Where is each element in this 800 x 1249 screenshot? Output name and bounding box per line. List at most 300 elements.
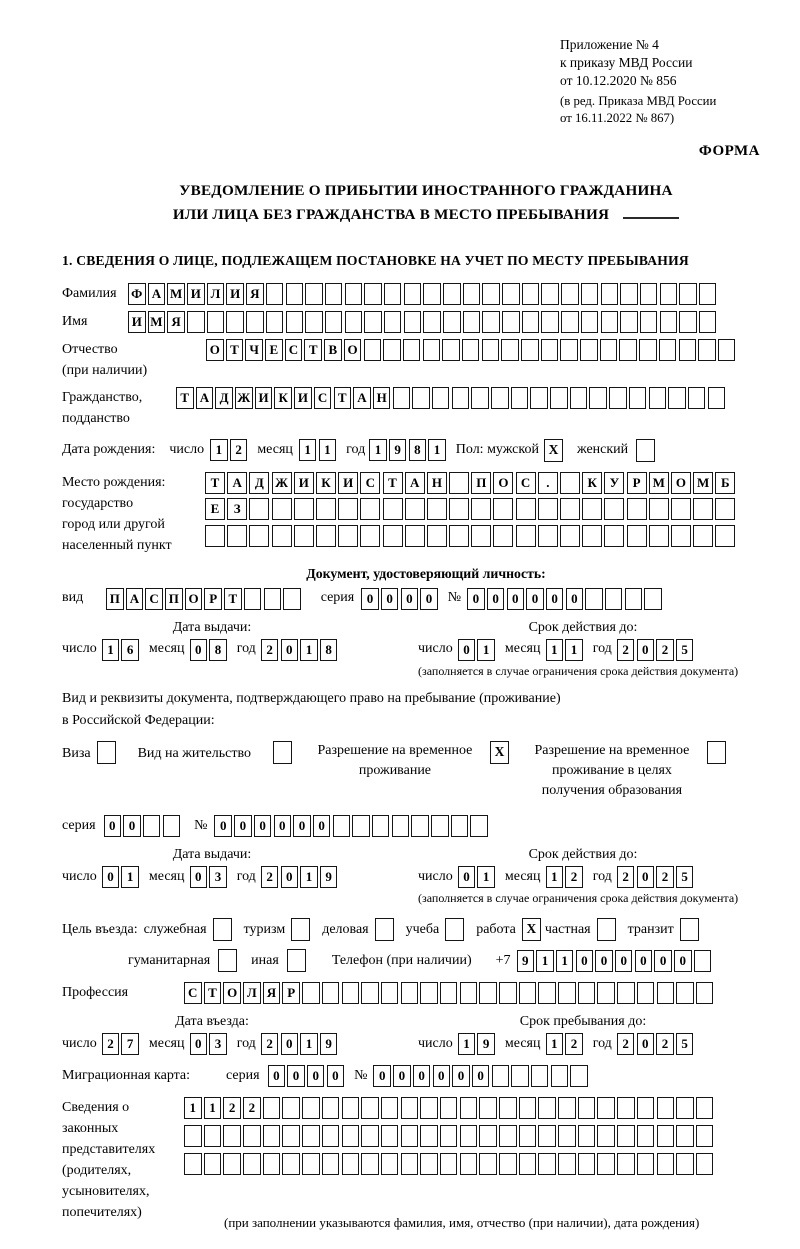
char-cell[interactable] xyxy=(604,498,624,520)
char-cell[interactable]: Т xyxy=(224,588,242,610)
char-cell[interactable]: 5 xyxy=(676,1033,694,1055)
sex-female-checkbox[interactable] xyxy=(636,439,655,462)
char-cell[interactable] xyxy=(538,982,556,1004)
char-cell[interactable] xyxy=(676,1125,694,1147)
char-cell[interactable] xyxy=(342,1097,360,1119)
char-cell[interactable]: О xyxy=(206,339,224,361)
char-cell[interactable] xyxy=(272,498,292,520)
char-cell[interactable]: М xyxy=(148,311,166,333)
char-cell[interactable]: 0 xyxy=(190,639,208,661)
purpose-private-checkbox[interactable] xyxy=(597,918,616,941)
char-cell[interactable] xyxy=(420,1097,438,1119)
char-cell[interactable] xyxy=(558,982,576,1004)
char-cell[interactable]: 0 xyxy=(472,1065,490,1087)
char-cell[interactable] xyxy=(460,982,478,1004)
char-cell[interactable] xyxy=(676,982,694,1004)
char-cell[interactable] xyxy=(360,498,380,520)
temp-residence-edu-checkbox[interactable] xyxy=(707,741,726,764)
char-cell[interactable]: 1 xyxy=(319,439,337,461)
char-cell[interactable] xyxy=(184,1153,202,1175)
char-cell[interactable]: 2 xyxy=(656,639,674,661)
char-cell[interactable] xyxy=(519,1153,537,1175)
char-cell[interactable]: П xyxy=(106,588,124,610)
char-cell[interactable] xyxy=(372,815,390,837)
char-cell[interactable] xyxy=(570,1065,588,1087)
char-cell[interactable] xyxy=(600,339,618,361)
residence-permit-checkbox[interactable] xyxy=(273,741,292,764)
char-cell[interactable] xyxy=(479,1125,497,1147)
char-cell[interactable]: Я xyxy=(167,311,185,333)
char-cell[interactable] xyxy=(482,311,500,333)
char-cell[interactable] xyxy=(558,1097,576,1119)
char-cell[interactable] xyxy=(401,982,419,1004)
char-cell[interactable]: Ж xyxy=(235,387,253,409)
char-cell[interactable] xyxy=(272,525,292,547)
char-cell[interactable] xyxy=(449,525,469,547)
char-cell[interactable]: С xyxy=(184,982,202,1004)
char-cell[interactable] xyxy=(637,982,655,1004)
char-cell[interactable]: 3 xyxy=(209,1033,227,1055)
char-cell[interactable] xyxy=(322,1153,340,1175)
char-cell[interactable] xyxy=(627,525,647,547)
char-cell[interactable] xyxy=(620,283,638,305)
char-cell[interactable]: 0 xyxy=(433,1065,451,1087)
char-cell[interactable]: Р xyxy=(282,982,300,1004)
char-cell[interactable] xyxy=(560,339,578,361)
char-cell[interactable] xyxy=(384,283,402,305)
char-cell[interactable]: 1 xyxy=(546,1033,564,1055)
char-cell[interactable]: 1 xyxy=(210,439,228,461)
char-cell[interactable] xyxy=(364,339,382,361)
char-cell[interactable] xyxy=(263,1097,281,1119)
purpose-other-checkbox[interactable] xyxy=(287,949,306,972)
char-cell[interactable] xyxy=(597,1125,615,1147)
char-cell[interactable] xyxy=(550,387,568,409)
char-cell[interactable]: 0 xyxy=(467,588,485,610)
char-cell[interactable]: 0 xyxy=(104,815,122,837)
char-cell[interactable]: В xyxy=(324,339,342,361)
char-cell[interactable] xyxy=(581,311,599,333)
char-cell[interactable] xyxy=(286,283,304,305)
char-cell[interactable]: 0 xyxy=(526,588,544,610)
char-cell[interactable]: 0 xyxy=(458,639,476,661)
char-cell[interactable] xyxy=(143,815,161,837)
char-cell[interactable] xyxy=(227,525,247,547)
char-cell[interactable]: Ф xyxy=(128,283,146,305)
char-cell[interactable] xyxy=(244,588,262,610)
char-cell[interactable] xyxy=(249,525,269,547)
char-cell[interactable] xyxy=(597,1097,615,1119)
char-cell[interactable] xyxy=(676,1097,694,1119)
char-cell[interactable]: А xyxy=(227,472,247,494)
char-cell[interactable]: А xyxy=(405,472,425,494)
char-cell[interactable] xyxy=(411,815,429,837)
char-cell[interactable] xyxy=(479,982,497,1004)
char-cell[interactable]: 2 xyxy=(617,1033,635,1055)
char-cell[interactable] xyxy=(659,339,677,361)
char-cell[interactable] xyxy=(708,387,726,409)
char-cell[interactable] xyxy=(541,283,559,305)
char-cell[interactable] xyxy=(384,311,402,333)
char-cell[interactable] xyxy=(499,982,517,1004)
char-cell[interactable] xyxy=(561,311,579,333)
char-cell[interactable]: 2 xyxy=(243,1097,261,1119)
char-cell[interactable]: 0 xyxy=(637,1033,655,1055)
char-cell[interactable] xyxy=(223,1125,241,1147)
char-cell[interactable] xyxy=(207,311,225,333)
char-cell[interactable]: 2 xyxy=(565,866,583,888)
char-cell[interactable] xyxy=(246,311,264,333)
char-cell[interactable] xyxy=(493,498,513,520)
char-cell[interactable] xyxy=(499,1153,517,1175)
char-cell[interactable] xyxy=(519,1125,537,1147)
char-cell[interactable]: 6 xyxy=(121,639,139,661)
char-cell[interactable]: Д xyxy=(215,387,233,409)
char-cell[interactable]: 2 xyxy=(617,866,635,888)
char-cell[interactable]: Т xyxy=(205,472,225,494)
char-cell[interactable] xyxy=(449,472,469,494)
char-cell[interactable]: 1 xyxy=(121,866,139,888)
char-cell[interactable] xyxy=(696,1153,714,1175)
char-cell[interactable]: 2 xyxy=(261,1033,279,1055)
char-cell[interactable] xyxy=(223,1153,241,1175)
char-cell[interactable] xyxy=(629,387,647,409)
char-cell[interactable]: Т xyxy=(383,472,403,494)
char-cell[interactable]: 0 xyxy=(274,815,292,837)
char-cell[interactable] xyxy=(282,1153,300,1175)
char-cell[interactable] xyxy=(578,982,596,1004)
char-cell[interactable] xyxy=(479,1153,497,1175)
char-cell[interactable] xyxy=(440,982,458,1004)
char-cell[interactable] xyxy=(420,982,438,1004)
purpose-work-checkbox[interactable]: X xyxy=(522,918,541,941)
char-cell[interactable] xyxy=(597,1153,615,1175)
char-cell[interactable]: О xyxy=(493,472,513,494)
char-cell[interactable] xyxy=(342,982,360,1004)
char-cell[interactable] xyxy=(538,525,558,547)
char-cell[interactable] xyxy=(637,1097,655,1119)
char-cell[interactable] xyxy=(580,339,598,361)
char-cell[interactable] xyxy=(693,498,713,520)
char-cell[interactable] xyxy=(316,498,336,520)
char-cell[interactable] xyxy=(345,283,363,305)
char-cell[interactable]: 2 xyxy=(261,866,279,888)
char-cell[interactable]: Н xyxy=(427,472,447,494)
purpose-business-checkbox[interactable] xyxy=(213,918,232,941)
char-cell[interactable]: 0 xyxy=(281,639,299,661)
char-cell[interactable] xyxy=(423,311,441,333)
char-cell[interactable] xyxy=(364,283,382,305)
char-cell[interactable] xyxy=(404,311,422,333)
char-cell[interactable] xyxy=(462,339,480,361)
char-cell[interactable] xyxy=(644,588,662,610)
char-cell[interactable]: 0 xyxy=(313,815,331,837)
char-cell[interactable] xyxy=(627,498,647,520)
char-cell[interactable] xyxy=(393,387,411,409)
char-cell[interactable]: 0 xyxy=(287,1065,305,1087)
char-cell[interactable] xyxy=(294,525,314,547)
char-cell[interactable] xyxy=(570,387,588,409)
char-cell[interactable]: 0 xyxy=(401,588,419,610)
char-cell[interactable] xyxy=(581,283,599,305)
char-cell[interactable]: 2 xyxy=(223,1097,241,1119)
char-cell[interactable] xyxy=(538,1153,556,1175)
char-cell[interactable]: 1 xyxy=(565,639,583,661)
char-cell[interactable] xyxy=(660,311,678,333)
char-cell[interactable]: 0 xyxy=(281,866,299,888)
char-cell[interactable] xyxy=(649,525,669,547)
char-cell[interactable] xyxy=(442,339,460,361)
char-cell[interactable] xyxy=(463,311,481,333)
char-cell[interactable]: 1 xyxy=(300,1033,318,1055)
char-cell[interactable]: 1 xyxy=(369,439,387,461)
char-cell[interactable] xyxy=(361,982,379,1004)
char-cell[interactable] xyxy=(282,1097,300,1119)
char-cell[interactable] xyxy=(243,1125,261,1147)
char-cell[interactable]: 0 xyxy=(281,1033,299,1055)
char-cell[interactable]: Д xyxy=(249,472,269,494)
char-cell[interactable] xyxy=(322,982,340,1004)
char-cell[interactable] xyxy=(541,339,559,361)
char-cell[interactable]: 0 xyxy=(507,588,525,610)
char-cell[interactable] xyxy=(383,339,401,361)
char-cell[interactable]: 0 xyxy=(635,950,653,972)
char-cell[interactable]: 0 xyxy=(373,1065,391,1087)
char-cell[interactable] xyxy=(431,815,449,837)
char-cell[interactable] xyxy=(482,339,500,361)
char-cell[interactable] xyxy=(696,1125,714,1147)
char-cell[interactable] xyxy=(694,950,712,972)
char-cell[interactable]: Л xyxy=(207,283,225,305)
char-cell[interactable] xyxy=(604,525,624,547)
char-cell[interactable]: 1 xyxy=(204,1097,222,1119)
char-cell[interactable]: 1 xyxy=(299,439,317,461)
char-cell[interactable]: С xyxy=(516,472,536,494)
char-cell[interactable]: 0 xyxy=(381,588,399,610)
char-cell[interactable]: А xyxy=(353,387,371,409)
char-cell[interactable] xyxy=(383,525,403,547)
char-cell[interactable] xyxy=(649,387,667,409)
char-cell[interactable] xyxy=(715,525,735,547)
char-cell[interactable]: 0 xyxy=(674,950,692,972)
char-cell[interactable]: 0 xyxy=(576,950,594,972)
char-cell[interactable]: И xyxy=(255,387,273,409)
char-cell[interactable] xyxy=(184,1125,202,1147)
char-cell[interactable] xyxy=(427,498,447,520)
char-cell[interactable] xyxy=(560,498,580,520)
char-cell[interactable] xyxy=(427,525,447,547)
char-cell[interactable]: И xyxy=(294,472,314,494)
char-cell[interactable]: 0 xyxy=(595,950,613,972)
char-cell[interactable]: К xyxy=(316,472,336,494)
char-cell[interactable]: 0 xyxy=(214,815,232,837)
char-cell[interactable]: 0 xyxy=(293,815,311,837)
char-cell[interactable] xyxy=(460,1097,478,1119)
char-cell[interactable] xyxy=(657,982,675,1004)
char-cell[interactable] xyxy=(601,283,619,305)
char-cell[interactable]: М xyxy=(167,283,185,305)
char-cell[interactable] xyxy=(530,387,548,409)
char-cell[interactable] xyxy=(551,1065,569,1087)
char-cell[interactable]: 0 xyxy=(452,1065,470,1087)
char-cell[interactable]: 0 xyxy=(487,588,505,610)
char-cell[interactable] xyxy=(639,339,657,361)
char-cell[interactable] xyxy=(338,525,358,547)
char-cell[interactable] xyxy=(491,387,509,409)
char-cell[interactable]: 1 xyxy=(300,639,318,661)
char-cell[interactable] xyxy=(617,1153,635,1175)
char-cell[interactable]: 0 xyxy=(393,1065,411,1087)
char-cell[interactable] xyxy=(364,311,382,333)
sex-male-checkbox[interactable]: X xyxy=(544,439,563,462)
char-cell[interactable]: М xyxy=(649,472,669,494)
char-cell[interactable] xyxy=(432,387,450,409)
char-cell[interactable] xyxy=(266,283,284,305)
char-cell[interactable] xyxy=(204,1153,222,1175)
char-cell[interactable] xyxy=(698,339,716,361)
char-cell[interactable]: К xyxy=(274,387,292,409)
char-cell[interactable] xyxy=(582,498,602,520)
char-cell[interactable] xyxy=(637,1125,655,1147)
char-cell[interactable] xyxy=(640,311,658,333)
char-cell[interactable]: 9 xyxy=(517,950,535,972)
char-cell[interactable]: 0 xyxy=(254,815,272,837)
char-cell[interactable]: А xyxy=(126,588,144,610)
char-cell[interactable] xyxy=(352,815,370,837)
char-cell[interactable]: Т xyxy=(226,339,244,361)
char-cell[interactable]: 0 xyxy=(307,1065,325,1087)
char-cell[interactable]: 8 xyxy=(209,639,227,661)
char-cell[interactable] xyxy=(657,1153,675,1175)
char-cell[interactable]: Т xyxy=(304,339,322,361)
char-cell[interactable] xyxy=(531,1065,549,1087)
char-cell[interactable] xyxy=(463,283,481,305)
char-cell[interactable] xyxy=(597,982,615,1004)
char-cell[interactable] xyxy=(582,525,602,547)
char-cell[interactable]: 9 xyxy=(320,866,338,888)
char-cell[interactable]: А xyxy=(196,387,214,409)
char-cell[interactable]: 1 xyxy=(184,1097,202,1119)
char-cell[interactable] xyxy=(679,283,697,305)
char-cell[interactable] xyxy=(204,1125,222,1147)
char-cell[interactable]: 0 xyxy=(566,588,584,610)
char-cell[interactable] xyxy=(316,525,336,547)
char-cell[interactable]: И xyxy=(338,472,358,494)
char-cell[interactable]: 2 xyxy=(102,1033,120,1055)
char-cell[interactable] xyxy=(266,311,284,333)
char-cell[interactable] xyxy=(294,498,314,520)
char-cell[interactable]: 2 xyxy=(230,439,248,461)
char-cell[interactable] xyxy=(516,525,536,547)
char-cell[interactable] xyxy=(412,387,430,409)
temp-residence-checkbox[interactable]: X xyxy=(490,741,509,764)
char-cell[interactable] xyxy=(688,387,706,409)
char-cell[interactable] xyxy=(302,1097,320,1119)
char-cell[interactable] xyxy=(715,498,735,520)
char-cell[interactable] xyxy=(325,311,343,333)
char-cell[interactable] xyxy=(401,1153,419,1175)
char-cell[interactable]: 0 xyxy=(361,588,379,610)
purpose-transit-checkbox[interactable] xyxy=(680,918,699,941)
char-cell[interactable]: 2 xyxy=(656,1033,674,1055)
char-cell[interactable]: С xyxy=(360,472,380,494)
char-cell[interactable] xyxy=(578,1125,596,1147)
char-cell[interactable] xyxy=(699,283,717,305)
char-cell[interactable] xyxy=(620,311,638,333)
char-cell[interactable] xyxy=(499,1097,517,1119)
char-cell[interactable] xyxy=(305,283,323,305)
char-cell[interactable] xyxy=(560,525,580,547)
char-cell[interactable]: У xyxy=(604,472,624,494)
char-cell[interactable] xyxy=(333,815,351,837)
char-cell[interactable] xyxy=(471,525,491,547)
char-cell[interactable]: 1 xyxy=(102,639,120,661)
char-cell[interactable]: К xyxy=(582,472,602,494)
char-cell[interactable] xyxy=(696,982,714,1004)
char-cell[interactable]: О xyxy=(185,588,203,610)
char-cell[interactable] xyxy=(511,387,529,409)
purpose-commercial-checkbox[interactable] xyxy=(375,918,394,941)
char-cell[interactable]: О xyxy=(223,982,241,1004)
char-cell[interactable]: Е xyxy=(205,498,225,520)
char-cell[interactable]: Е xyxy=(265,339,283,361)
char-cell[interactable] xyxy=(381,1097,399,1119)
char-cell[interactable] xyxy=(605,588,623,610)
char-cell[interactable] xyxy=(561,283,579,305)
char-cell[interactable]: 7 xyxy=(121,1033,139,1055)
char-cell[interactable] xyxy=(501,339,519,361)
char-cell[interactable]: 3 xyxy=(209,866,227,888)
char-cell[interactable] xyxy=(479,1097,497,1119)
char-cell[interactable] xyxy=(205,525,225,547)
char-cell[interactable] xyxy=(625,588,643,610)
char-cell[interactable] xyxy=(226,311,244,333)
char-cell[interactable]: 1 xyxy=(300,866,318,888)
char-cell[interactable]: Т xyxy=(176,387,194,409)
char-cell[interactable] xyxy=(676,1153,694,1175)
char-cell[interactable] xyxy=(282,1125,300,1147)
char-cell[interactable]: И xyxy=(187,283,205,305)
char-cell[interactable] xyxy=(521,339,539,361)
char-cell[interactable] xyxy=(440,1097,458,1119)
char-cell[interactable] xyxy=(538,1097,556,1119)
char-cell[interactable]: П xyxy=(165,588,183,610)
char-cell[interactable] xyxy=(657,1125,675,1147)
char-cell[interactable]: М xyxy=(693,472,713,494)
char-cell[interactable] xyxy=(609,387,627,409)
char-cell[interactable] xyxy=(460,1125,478,1147)
char-cell[interactable] xyxy=(383,498,403,520)
char-cell[interactable] xyxy=(671,525,691,547)
char-cell[interactable] xyxy=(163,815,181,837)
char-cell[interactable]: 1 xyxy=(556,950,574,972)
char-cell[interactable] xyxy=(361,1097,379,1119)
char-cell[interactable] xyxy=(392,815,410,837)
char-cell[interactable]: Р xyxy=(627,472,647,494)
char-cell[interactable]: О xyxy=(671,472,691,494)
char-cell[interactable]: 0 xyxy=(654,950,672,972)
char-cell[interactable]: 8 xyxy=(409,439,427,461)
char-cell[interactable]: И xyxy=(226,283,244,305)
char-cell[interactable] xyxy=(718,339,736,361)
char-cell[interactable] xyxy=(449,498,469,520)
char-cell[interactable] xyxy=(522,283,540,305)
char-cell[interactable] xyxy=(541,311,559,333)
char-cell[interactable]: 1 xyxy=(546,866,564,888)
purpose-humanitarian-checkbox[interactable] xyxy=(218,949,237,972)
char-cell[interactable]: 0 xyxy=(458,866,476,888)
char-cell[interactable]: О xyxy=(344,339,362,361)
